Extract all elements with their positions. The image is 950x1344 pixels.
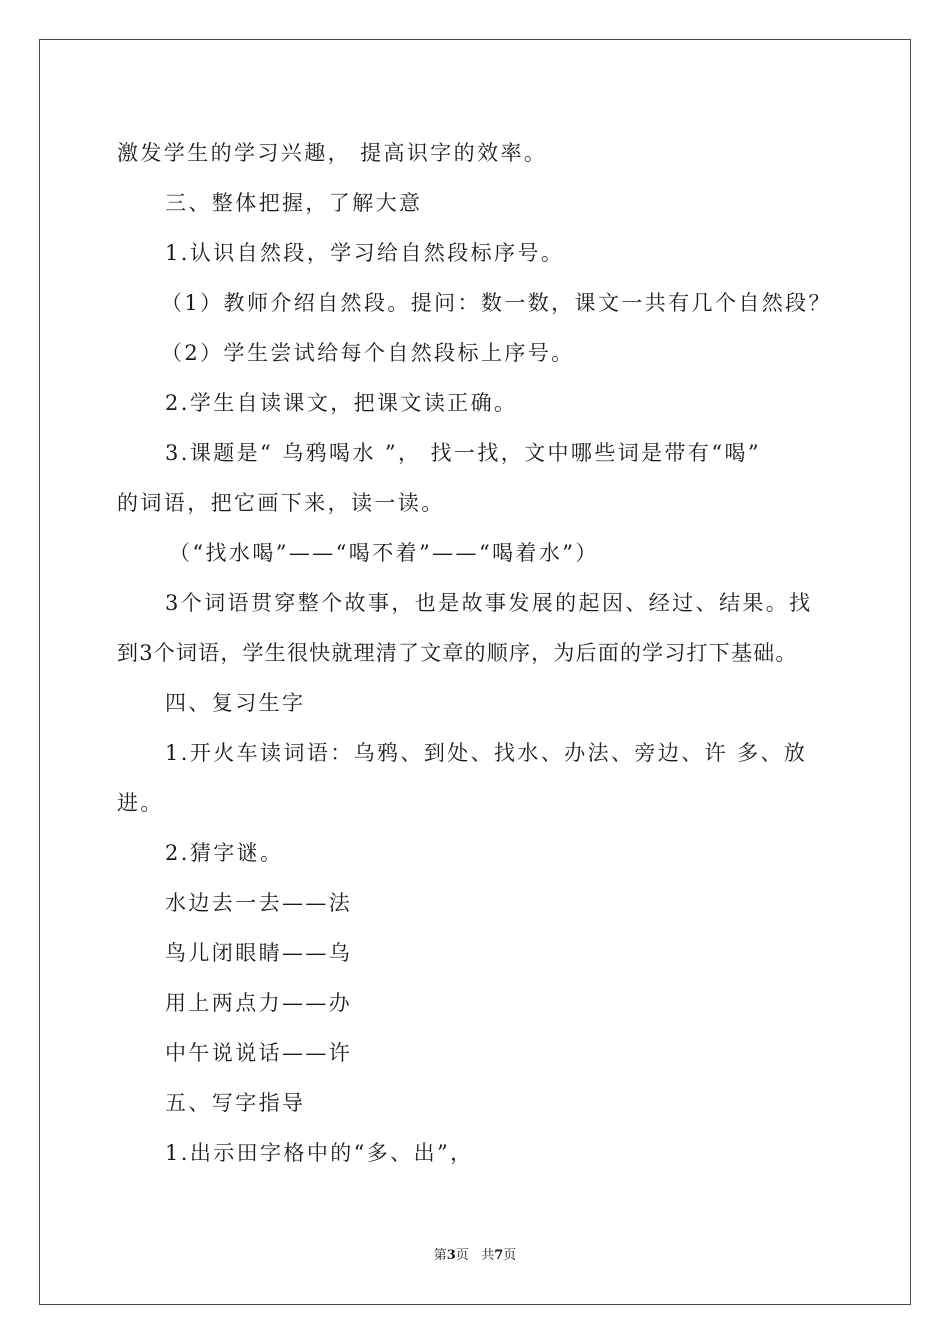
paragraph-line: 1.开火车读词语：乌鸦、到处、找水、办法、旁边、许 多、放 — [165, 741, 808, 765]
paragraph-line: 3.课题是“ 乌鸦喝水 ”， 找一找，文中哪些词是带有“喝” — [165, 441, 762, 465]
paragraph-line: 2.学生自读课文，把课文读正确。 — [165, 391, 518, 415]
riddle-line: 中午说说话——许 — [165, 1041, 353, 1065]
footer-prefix: 第 — [433, 1248, 447, 1263]
footer-total-suffix: 页 — [503, 1248, 517, 1263]
footer-total-prefix: 共 — [481, 1248, 495, 1263]
section-heading: 五、写字指导 — [165, 1091, 306, 1115]
page-number: 3 — [446, 1248, 456, 1263]
section-heading: 三、整体把握，了解大意 — [165, 191, 423, 215]
paragraph-line: 1.认识自然段，学习给自然段标序号。 — [165, 241, 565, 265]
paragraph-line: 的词语，把它画下来，读一读。 — [117, 491, 445, 515]
total-pages: 7 — [494, 1248, 504, 1263]
page-footer — [0, 1247, 950, 1265]
paragraph-line: （1）教师介绍自然段。提问：数一数，课文一共有几个自然段？ — [161, 291, 832, 315]
paragraph-line: 2.猜字谜。 — [165, 841, 284, 865]
section-heading: 四、复习生字 — [165, 691, 306, 715]
paragraph-line: （2）学生尝试给每个自然段标上序号。 — [161, 341, 575, 365]
paragraph-line: （“找水喝”——“喝不着”——“喝着水”） — [169, 541, 599, 565]
paragraph-line: 进。 — [117, 791, 164, 815]
paragraph-line: 1.出示田字格中的“多、出”， — [165, 1141, 474, 1165]
paragraph-line: 到3个词语，学生很快就理清了文章的顺序，为后面的学习打下基础。 — [117, 641, 798, 665]
riddle-line: 水边去一去——法 — [165, 891, 353, 915]
paragraph-line: 3个词语贯穿整个故事，也是故事发展的起因、经过、结果。找 — [165, 591, 813, 615]
footer-page-suffix: 页 — [455, 1248, 469, 1263]
riddle-line: 鸟儿闭眼睛——乌 — [165, 941, 353, 965]
paragraph-line: 激发学生的学习兴趣， 提高识字的效率。 — [117, 141, 548, 165]
riddle-line: 用上两点力——办 — [165, 991, 353, 1015]
document-body — [117, 128, 853, 1178]
